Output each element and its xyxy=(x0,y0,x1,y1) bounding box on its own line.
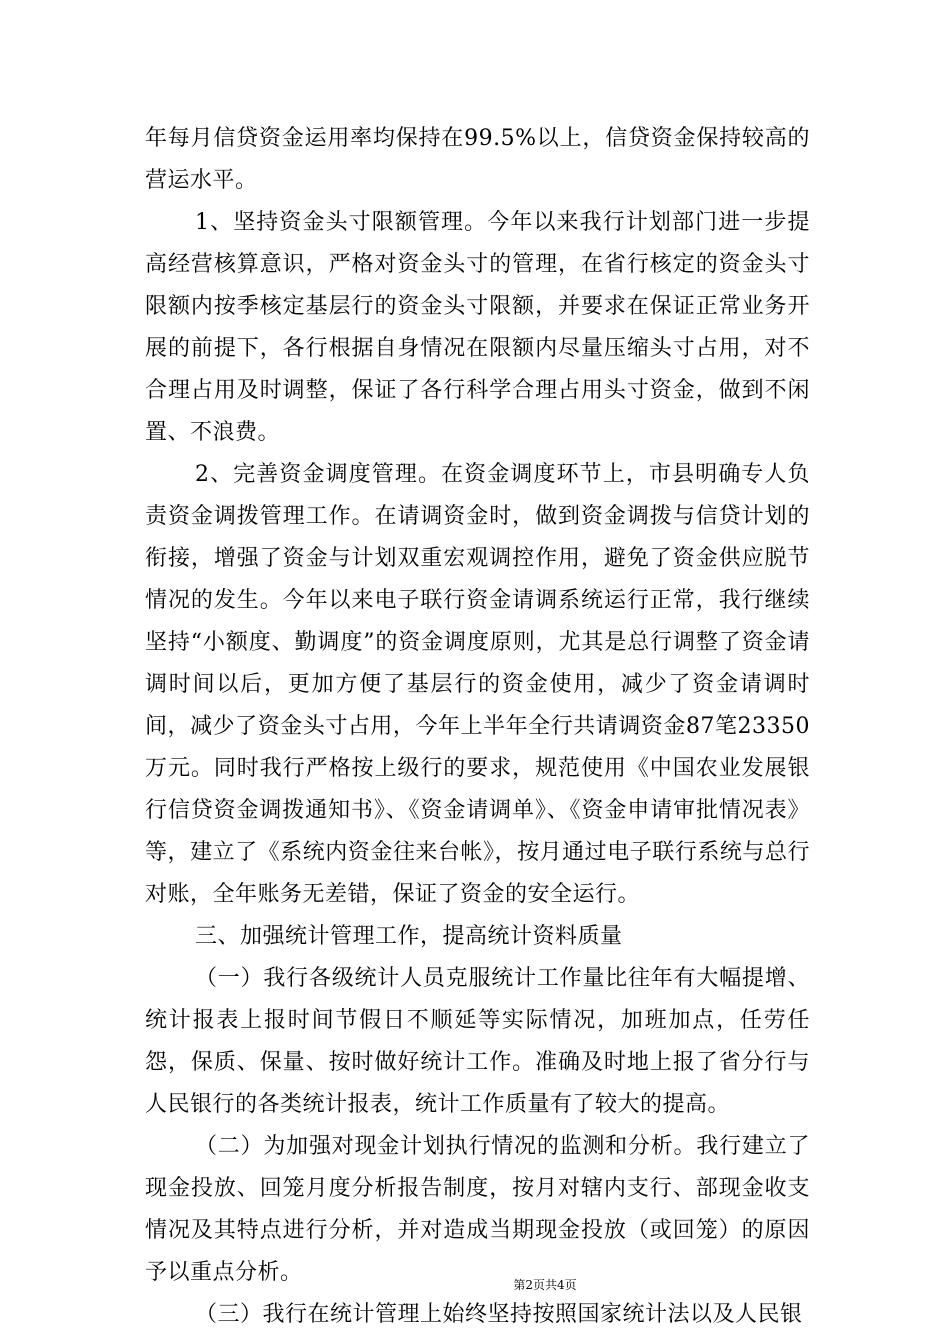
document-body xyxy=(145,118,810,1336)
paragraph-statistics-three: （三）我行在统计管理上始终坚持按照国家统计法以及人民银 xyxy=(195,1302,803,1327)
page-number: 第2页共4页 xyxy=(513,1278,577,1292)
paragraph-fund-dispatch-management: 2、完善资金调度管理。在资金调度环节上，市县明确专人负责资金调拨管理工作。在请调资金时，做到资金调拨与信贷计划的衔接，增强了资金与计划双重宏观调控作用，避免了资金供应脱节情况的发生。今年以来电子联行资金请调系统运行正常，我行继续坚持“小额度、勤调度”的资金调度原则，尤其是总行调整了资金请调时间以后，更加方便了基层行的资金使用，减少了资金请调时间，减少了资金头寸占用，今年上半年全行共请调资金87笔23350万元。同时我行严格按上级行的要求，规范使用《中国农业发展银行信贷资金调拨通知书》、《资金请调单》、《资金申请审批情况表》等，建立了《系统内资金往来台帐》，按月通过电子联行系统与总行对账，全年账务无差错，保证了资金的安全运行。 xyxy=(145,462,810,907)
paragraph-fund-position-limit: 1、坚持资金头寸限额管理。今年以来我行计划部门进一步提高经营核算意识，严格对资金头寸的管理，在省行核定的资金头寸限额内按季核定基层行的资金头寸限额，并要求在保证正常业务开展的前提下，各行根据自身情况在限额内尽量压缩头寸占用，对不合理占用及时调整，保证了各行科学合理占用头寸资金，做到不闲置、不浪费。 xyxy=(145,210,810,445)
paragraph-statistics-one: （一）我行各级统计人员克服统计工作量比往年有大幅提增、统计报表上报时间节假日不顺延等实际情况，加班加点，任劳任怨，保质、保量、按时做好统计工作。准确及时地上报了省分行与人民银行的各类统计报表，统计工作质量有了较大的提高。 xyxy=(145,966,810,1117)
section-heading-statistics: 三、加强统计管理工作，提高统计资料质量 xyxy=(195,924,623,949)
paragraph-statistics-two: （二）为加强对现金计划执行情况的监测和分析。我行建立了现金投放、回笼月度分析报告制度，按月对辖内支行、部现金收支情况及其特点进行分析，并对造成当期现金投放（或回笼）的原因予以重点分析。 xyxy=(145,1134,810,1285)
paragraph-continuation: 年每月信贷资金运用率均保持在99.5%以上，信贷资金保持较高的营运水平。 xyxy=(145,126,810,193)
